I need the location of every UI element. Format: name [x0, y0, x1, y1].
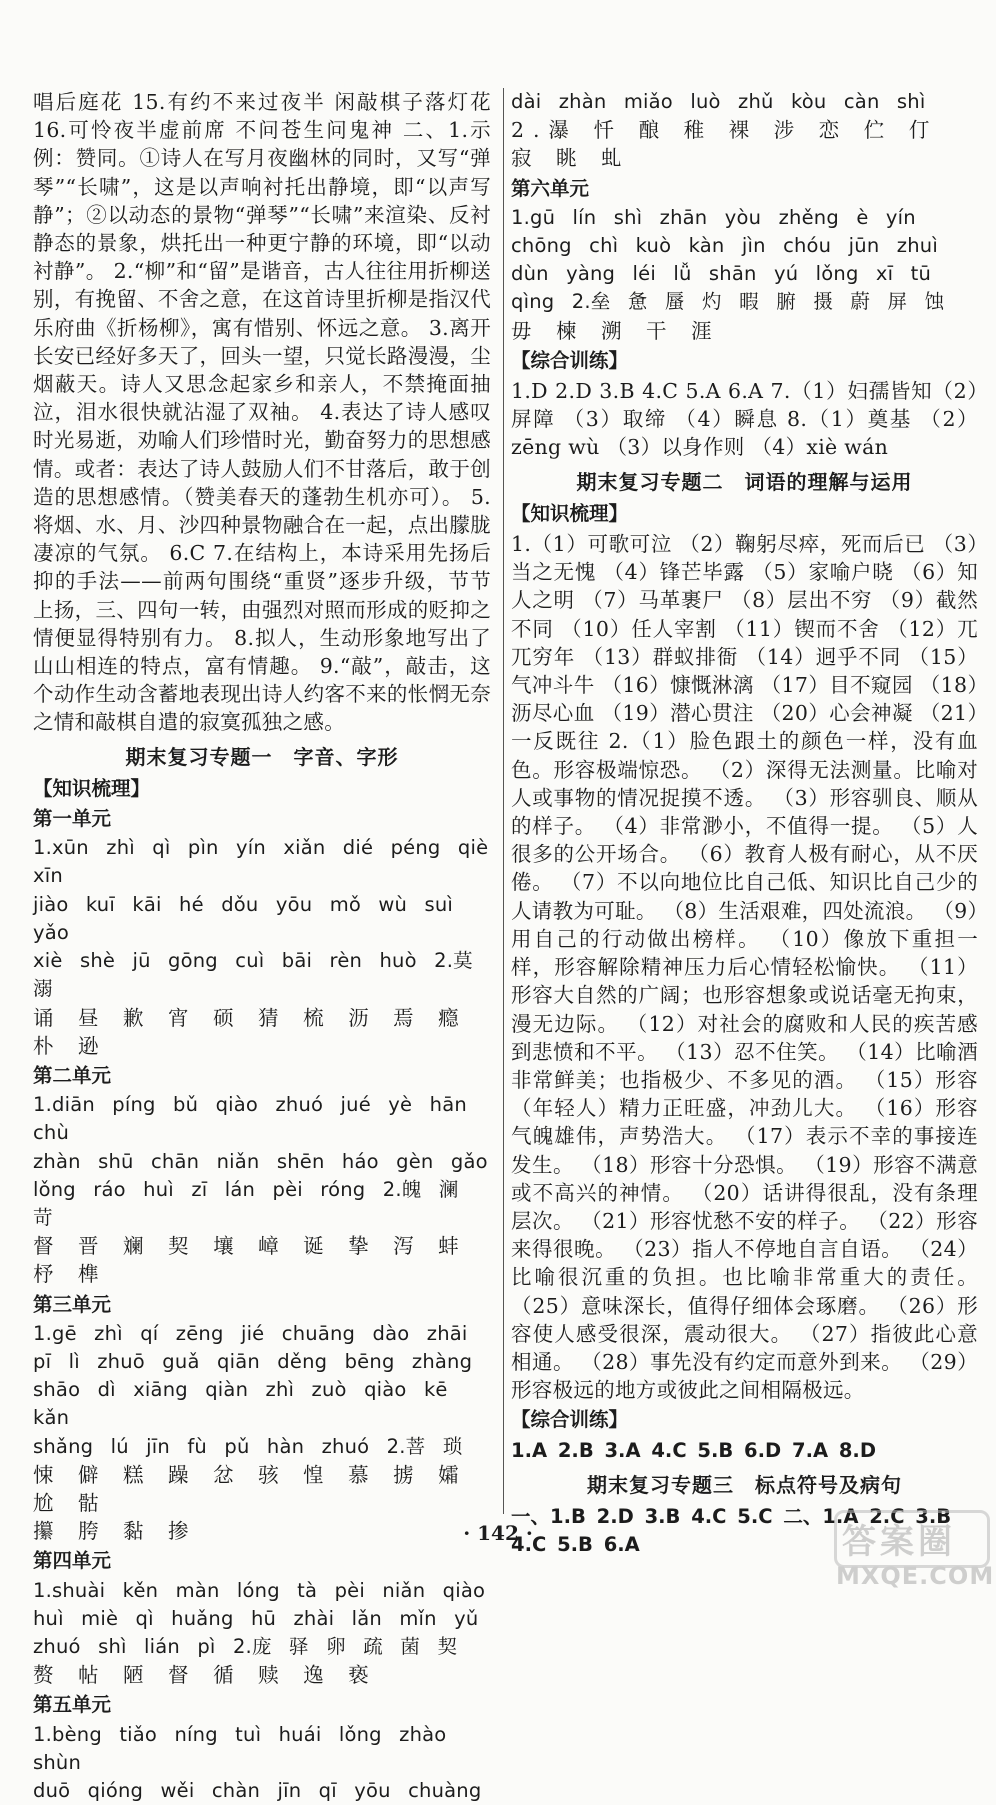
- unit-6-pinyin-line: dùn yàng léi lǚ shān yú lǒng xī tū: [511, 262, 932, 286]
- unit-2-pinyin-line: lǒng ráo huì zī lán pèi róng 2.魄 澜 苛: [33, 1177, 459, 1229]
- unit-1-block: [33, 805, 491, 1060]
- unit-5-block: [33, 1691, 491, 1805]
- training2-label: 【综合训练】: [511, 1408, 629, 1432]
- unit-6-heading: 第六单元: [511, 176, 590, 200]
- unit-4-pinyin-line: 1.shuài kěn màn lóng tà pèi niǎn qiào: [33, 1578, 486, 1602]
- left-column: [33, 88, 491, 1805]
- unit-5-pinyin-line: duō qióng wěi chàn jīn qī yōu chuàng: [33, 1778, 482, 1802]
- unit-1-pinyin-line: jiào kuī kāi hé dǒu yōu mǒ wù suì yǎo: [33, 892, 454, 944]
- unit-5-hanzi-line: 2.瀑 忏 酿 稚 裸 涉 恋 伫 仃 寂 眺 虬: [511, 118, 939, 171]
- unit-3-pinyin-line: shǎng lú jīn fù pǔ hàn zhuó 2.菩 琐: [33, 1434, 463, 1458]
- unit-4-hanzi-line: 赘 帖 陋 督 循 赎 逸 亵: [33, 1663, 378, 1688]
- unit-4-heading: 第四单元: [33, 1549, 112, 1573]
- unit-1-pinyin-line: xiè shè jū gōng cuì bāi rèn huò 2.莫 溺: [33, 949, 473, 1001]
- unit-2-heading: 第二单元: [33, 1063, 112, 1087]
- unit-1-pinyin-line: 1.xūn zhì qì pìn yín xiǎn dié péng qiè xīn: [33, 836, 489, 888]
- unit-3-pinyin-line: 1.gē zhì qí zēng jié chuāng dào zhāi: [33, 1321, 468, 1345]
- unit-4-pinyin-line: huì miè qì huǎng hū zhài lǎn mǐn yǔ: [33, 1606, 479, 1630]
- unit-5-pinyin-line: 1.bèng tiǎo níng tuì huái lǒng zhào shùn: [33, 1722, 447, 1774]
- training1-label: 【综合训练】: [511, 348, 629, 372]
- unit-5-pinyin-continued: dài zhàn miǎo luò zhǔ kòu càn shì: [511, 90, 926, 113]
- unit-3-hanzi-line: 悚 僻 糕 躁 忿 骇 惶 慕 掳 孀 尬 骷: [33, 1462, 468, 1515]
- page-number: · 142 ·: [463, 1521, 533, 1545]
- topic1-title: 期末复习专题一 字音、字形: [125, 744, 399, 769]
- topic3-answers-line: 4.C 5.B 6.A: [511, 1533, 640, 1557]
- poetry-answers-paragraph: 唱后庭花 15.有约不来过夜半 闲敲棋子落灯花 16.可怜夜半虚前席 不问苍生问鬼神 二、1.示例：赞同。①诗人在写月夜幽林的同时，又写“弹琴”“长啸”，这是以声响衬托出静境，即“以声写静”；②以动态的景物“弹琴”“长啸”来渲染、反衬静态的景象，烘托出一种更宁静的环境，即“以动衬静”。 2.“柳”和“留”是谐音，古人往往用折柳送别，有挽留、不舍之意，在这首诗里折柳是指汉代乐府曲《折杨柳》，寓有惜别、怀远之意。 3.离开长安已经好多天了，回头一望，只觉长路漫漫，尘烟蔽天。诗人又思念起家乡和亲人，不禁掩面抽泣，泪水很快就沾湿了双袖。 4.表达了诗人感叹时光易逝，劝喻人们珍惜时光，勤奋努力的思想感情。或者：表达了诗人鼓励人们不甘落后，敢于创造的思想感情。（赞美春天的蓬勃生机亦可）。 5.将烟、水、月、沙四种景物融合在一起，点出朦胧凄凉的气氛。 6.C 7.在结构上，本诗采用先扬后抑的手法——前两句围绕“重贤”逐步升级，节节上扬，三、四句一转，由强烈对照而形成的贬抑之情便显得特别有力。 8.拟人，生动形象地写出了山山相连的特点，富有情趣。 9.“敲”，敲击，这个动作生动含蓄地表现出诗人约客不来的怅惘无奈之情和敲棋自遣的寂寞孤独之感。: [33, 90, 491, 735]
- unit-4-block: [33, 1547, 491, 1689]
- unit-2-hanzi-line: 督 晋 斓 契 壤 嶂 诞 挚 泻 蚌 杼 榫: [33, 1234, 468, 1287]
- unit-3-block: [33, 1291, 491, 1546]
- topic3-title: 期末复习专题三 标点符号及病句: [587, 1472, 902, 1497]
- unit-4-pinyin-line: zhuó shì lián pì 2.庞 驿 卵 疏 菌 契: [33, 1634, 458, 1658]
- unit-6-pinyin-line: 1.gū lín shì zhān yòu zhěng è yín: [511, 205, 916, 229]
- unit-1-hanzi-line: 诵 昼 歉 宵 硕 猜 梳 沥 焉 瘾 朴 逊: [33, 1005, 468, 1058]
- right-column: [511, 88, 978, 1559]
- unit-3-hanzi-line: 攥 胯 黏 掺: [33, 1519, 198, 1544]
- watermark-logo: [834, 1510, 995, 1592]
- topic2-answers: 1.（1）可歌可泣 （2）鞠躬尽瘁，死而后已 （3）当之无愧 （4）锋芒毕露 （5）家喻户晓 （6）知人之明 （7）马革裹尸 （8）层出不穷 （9）截然不同 （10）任人宰割 （11）锲而不舍 （12）兀兀穷年 （13）群蚁排衙 （14）迥乎不同 （15）气冲斗牛 （16）慷慨淋漓 （17）目不窥园 （18）沥尽心血 （19）潜心贯注 （20）心会神凝 （21）一反既往 2.（1）脸色跟土的颜色一样，没有血色。形容极端惊恐。 （2）深得无法测量。比喻对人或事物的情况捉摸不透。 （3）形容驯良、顺从的样子。 （4）非常渺小，不值得一提。 （5）人很多的公开场合。 （6）教育人极有耐心，从不厌倦。 （7）不以向地位比自己低、知识比自己少的人请教为可耻。 （8）生活艰难，四处流浪。 （9）用自己的行动做出榜样。 （10）像放下重担一样，形容解除精神压力后心情轻松愉快。 （11）形容大自然的广阔；也形容想象或说话毫无拘束，漫无边际。 （12）对社会的腐败和人民的疾苦感到悲愤和不平。 （13）忍不住笑。 （14）比喻酒非常鲜美；也指极少、不多见的酒。 （15）形容（年轻人）精力正旺盛，冲劲儿大。 （16）形容气魄雄伟，声势浩大。 （17）表示不幸的事接连发生。 （18）形容十分恐惧。 （19）形容不满意或不高兴的神情。 （20）话讲得很乱，没有条理层次。 （21）形容忧愁不安的样子。 （22）形容来得很晚。 （23）指人不停地自言自语。 （24）比喻很沉重的负担。也比喻非常重大的责任。 （25）意味深长，值得仔细体会琢磨。 （26）形容使人感受很深，震动很大。 （27）指彼此心意相通。 （28）事先没有约定而意外到来。 （29）形容极远的地方或彼此之间相隔极远。: [511, 532, 978, 1403]
- unit-3-pinyin-line: shāo dì xiāng qiàn zhì zuò qiào kē kǎn: [33, 1378, 448, 1430]
- unit-2-block: [33, 1062, 491, 1289]
- column-divider: [503, 88, 504, 1514]
- training2-answers: 1.A 2.B 3.A 4.C 5.B 6.D 7.A 8.D: [511, 1438, 877, 1462]
- topic2-section-label: 【知识梳理】: [511, 501, 629, 525]
- unit-3-pinyin-line: pī lì zhuō guǎ qiān děng bēng zhàng: [33, 1349, 473, 1373]
- watermark-url: MXQE.COM: [836, 1562, 995, 1590]
- unit-6-pinyin-line: chōng chì kuò kàn jìn chóu jūn zhuì: [511, 234, 938, 258]
- unit-5-heading: 第五单元: [33, 1693, 112, 1717]
- unit-3-heading: 第三单元: [33, 1292, 112, 1316]
- unit-6-hanzi-line: 毋 楝 溯 干 涯: [511, 318, 721, 343]
- unit-2-pinyin-line: zhàn shū chān niǎn shēn háo gèn gǎo: [33, 1149, 488, 1173]
- watermark-text: 答案圈: [842, 1522, 956, 1562]
- topic3-answers-line: 一、1.B 2.D 3.B 4.C 5.C 二、1.A 2.C 3.B: [511, 1504, 952, 1528]
- unit-1-heading: 第一单元: [33, 807, 112, 831]
- topic2-title: 期末复习专题二 词语的理解与运用: [576, 469, 913, 494]
- unit-2-pinyin-line: 1.diān píng bǔ qiào zhuó jué yè hān chù: [33, 1093, 467, 1145]
- topic1-section-label: 【知识梳理】: [33, 776, 151, 800]
- training1-answers: 1.D 2.D 3.B 4.C 5.A 6.A 7.（1）妇孺皆知（2）屏障 （3）取缔 （4）瞬息 8.（1）奠基 （2）zēng wù （3）以身作则 （4）xiè wán: [511, 379, 978, 460]
- unit-6-pinyin-line: qìng 2.垒 惫 蜃 灼 暇 腑 摄 蔚 屏 蚀: [511, 290, 945, 314]
